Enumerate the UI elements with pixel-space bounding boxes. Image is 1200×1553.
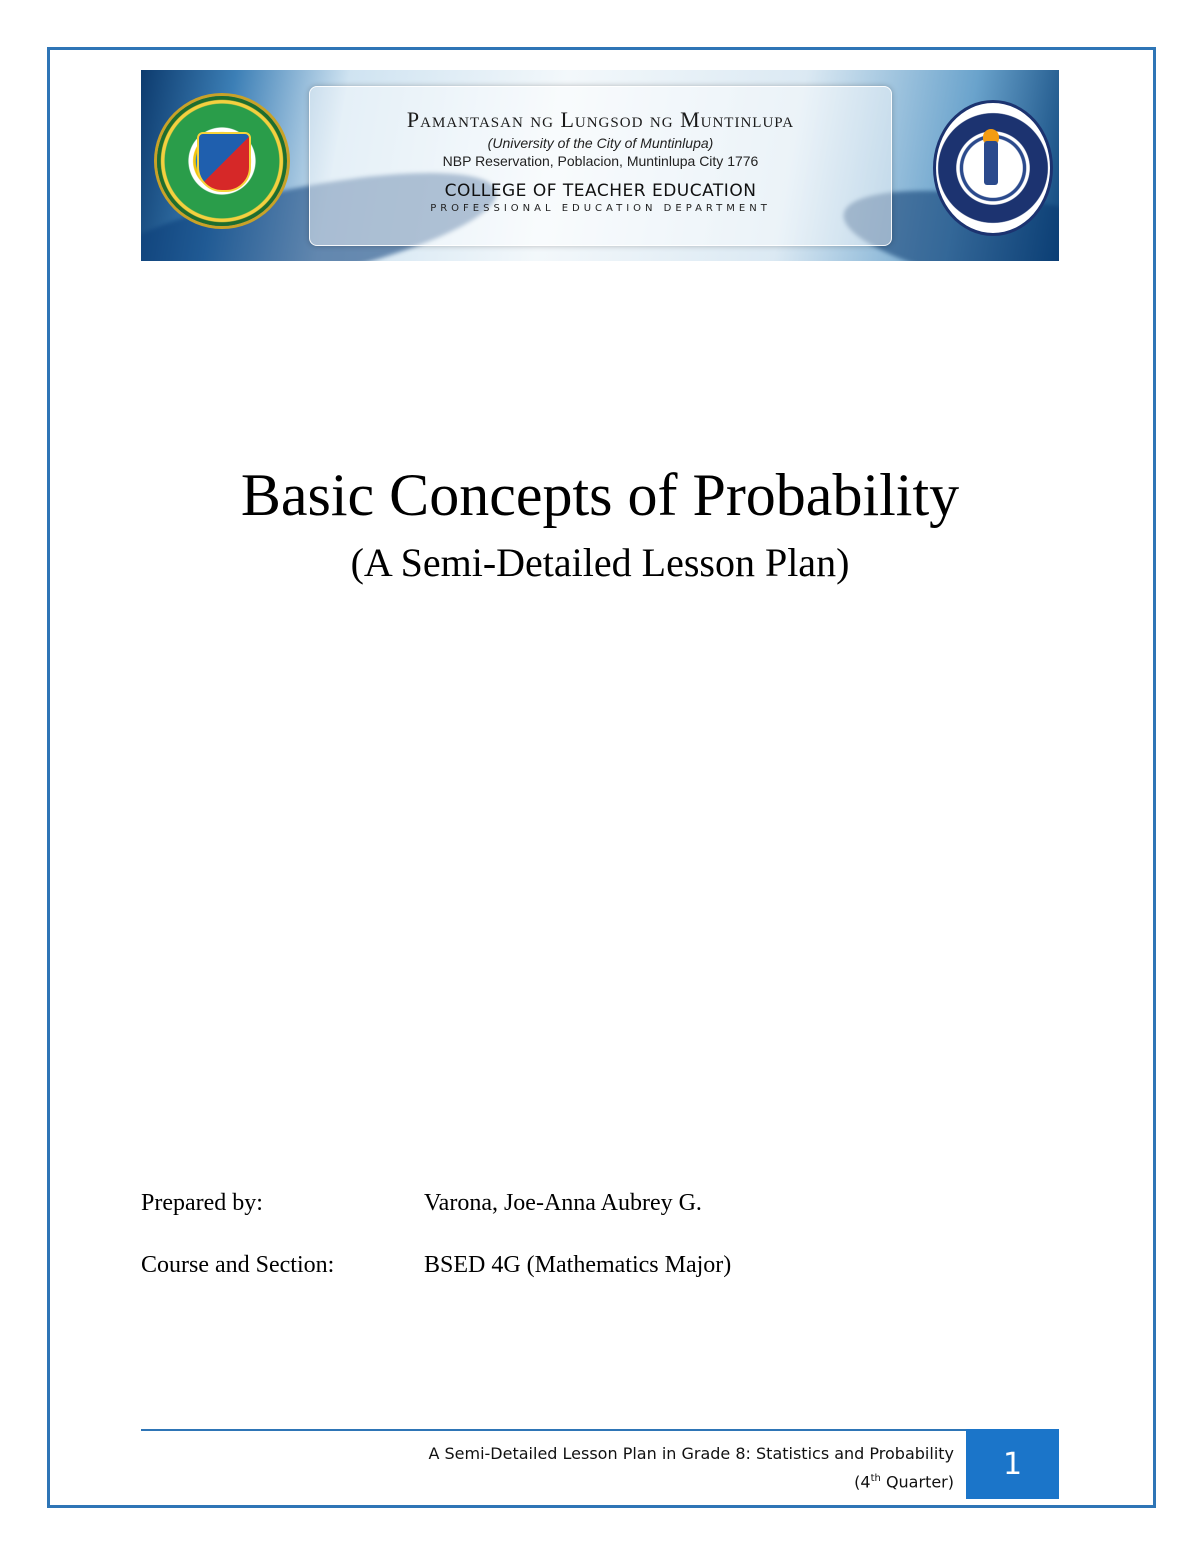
- course-section-label: Course and Section:: [141, 1252, 335, 1278]
- page-number: 1: [966, 1429, 1059, 1499]
- torch-icon: [984, 141, 998, 185]
- quarter-sup: th: [870, 1473, 881, 1484]
- header-banner: [141, 70, 1059, 261]
- footer-text: [428, 1441, 954, 1494]
- department-name: PROFESSIONAL EDUCATION DEPARTMENT: [430, 203, 771, 214]
- college-seal-logo: [933, 100, 1053, 236]
- college-name: COLLEGE OF TEACHER EDUCATION: [444, 181, 757, 201]
- prepared-by-value: Varona, Joe-Anna Aubrey G.: [424, 1190, 702, 1216]
- university-english-name: (University of the City of Muntinlupa): [487, 135, 714, 151]
- footer-line-2: [428, 1466, 954, 1494]
- university-address: NBP Reservation, Poblacion, Muntinlupa City 1776: [442, 153, 759, 169]
- university-name: Pamantasan ng Lungsod ng Muntinlupa: [406, 107, 795, 132]
- document-subtitle: (A Semi-Detailed Lesson Plan): [350, 540, 850, 585]
- footer-divider: [141, 1429, 966, 1431]
- quarter-close: Quarter): [880, 1472, 954, 1492]
- document-title: Basic Concepts of Probability: [240, 462, 960, 528]
- university-seal-logo: [157, 96, 287, 226]
- seal-shield-icon: [197, 132, 251, 192]
- page-border: [47, 47, 1156, 1508]
- quarter-open: (4: [854, 1472, 871, 1492]
- footer-line-1: A Semi-Detailed Lesson Plan in Grade 8: Statistics and Probability: [428, 1444, 954, 1463]
- header-text-panel: [309, 86, 892, 246]
- course-section-value: BSED 4G (Mathematics Major): [424, 1252, 732, 1278]
- prepared-by-label: Prepared by:: [141, 1190, 263, 1216]
